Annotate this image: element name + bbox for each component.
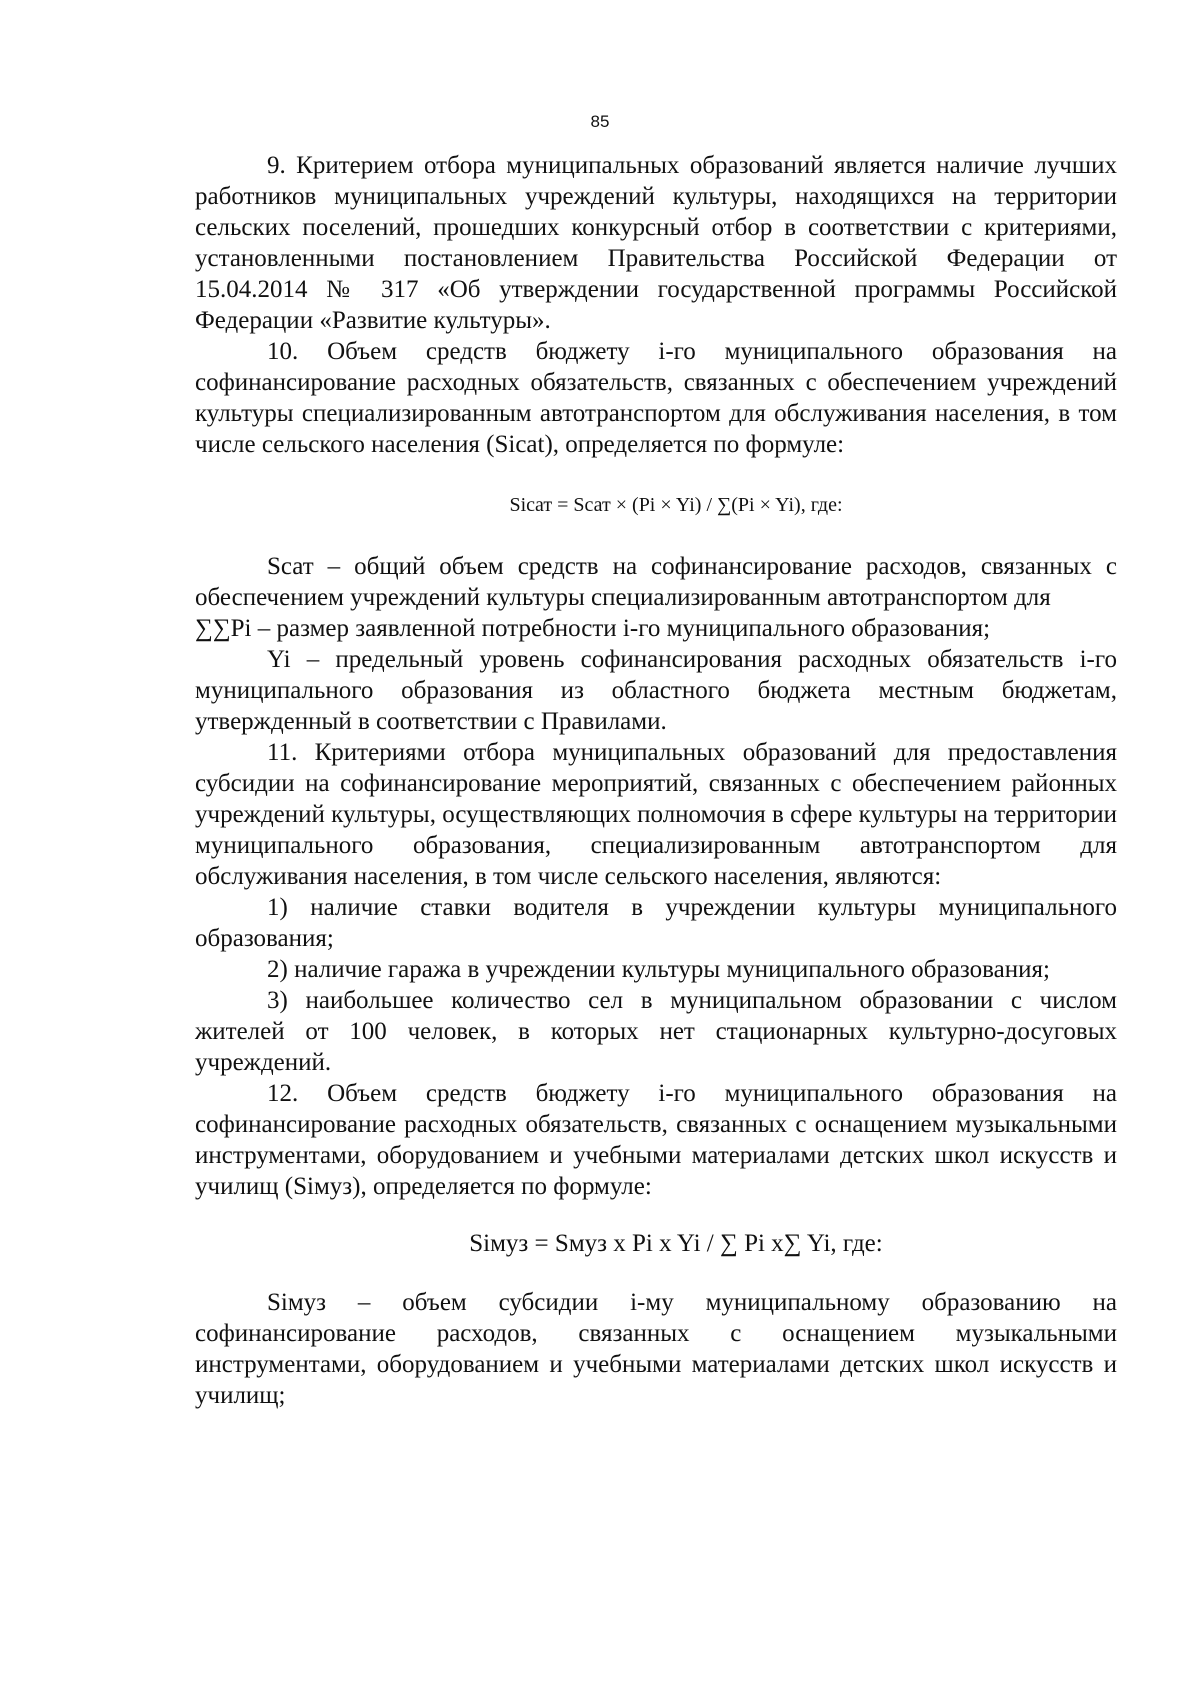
definition-simuz: Siмуз – объем субсидии i-му муниципальному образованию на софинансирование расходов, связанных с оснащением музыкальными инструментами, оборудованием и учебными материалами детских школ искусств и училищ; (195, 1289, 1117, 1409)
definition-scat: Sсат – общий объем средств на софинансирование расходов, связанных с обеспечением учреждений культуры специализированным автотранспортом для (195, 553, 1117, 611)
criterion-3: 3) наибольшее количество сел в муниципальном образовании с числом жителей от 100 человек, в которых нет стационарных культурно-досуговых учреждений. (195, 987, 1117, 1076)
page-number: 85 (590, 112, 610, 131)
criterion-1: 1) наличие ставки водителя в учреждении культуры муниципального образования; (195, 894, 1117, 952)
paragraph-10: 10. Объем средств бюджету i-го муниципального образования на софинансирование расходных обязательств, связанных с обеспечением учреждений культуры специализированным автотранспортом для обслуживания населения, в том числе сельского населения (Sicat), определяется по формуле: (195, 338, 1117, 458)
formula-simuz: Siмуз = Sмуз x Pi x Yi / ∑ Pi x∑ Yi, где: (469, 1230, 883, 1257)
paragraph-11: 11. Критериями отбора муниципальных образований для предоставления субсидии на софинансирование мероприятий, связанных с обеспечением районных учреждений культуры, осуществляющих полномочия в сфере культуры на территории муниципального образования, специализированным автотранспортом для обслуживания населения, в том числе сельского населения, являются: (195, 739, 1117, 890)
criterion-2: 2) наличие гаража в учреждении культуры муниципального образования; (267, 956, 1050, 983)
paragraph-12: 12. Объем средств бюджету i-го муниципального образования на софинансирование расходных обязательств, связанных с оснащением музыкальными инструментами, оборудованием и учебными материалами детских школ искусств и училищ (Siмуз), определяется по формуле: (195, 1080, 1117, 1200)
document-body (195, 150, 1117, 1411)
formula-sicat: Sicат = Sсат × (Pi × Yi) / ∑(Pi × Yi), где: (509, 494, 843, 516)
definition-yi: Yi – предельный уровень софинансирования расходных обязательств i-го муниципального образования из областного бюджета местным бюджетам, утвержденный в соответствии с Правилами. (195, 646, 1117, 735)
paragraph-9: 9. Критерием отбора муниципальных образований является наличие лучших работников муниципальных учреждений культуры, находящихся на территории сельских поселений, прошедших конкурсный отбор в соответствии с критериями, установленными постановлением Правительства Российской Федерации от 15.04.2014 № 317 «Об утверждении государственной программы Российской Федерации «Развитие культуры». (195, 152, 1117, 334)
definition-pi: ∑∑Pi – размер заявленной потребности i-го муниципального образования; (195, 615, 991, 642)
